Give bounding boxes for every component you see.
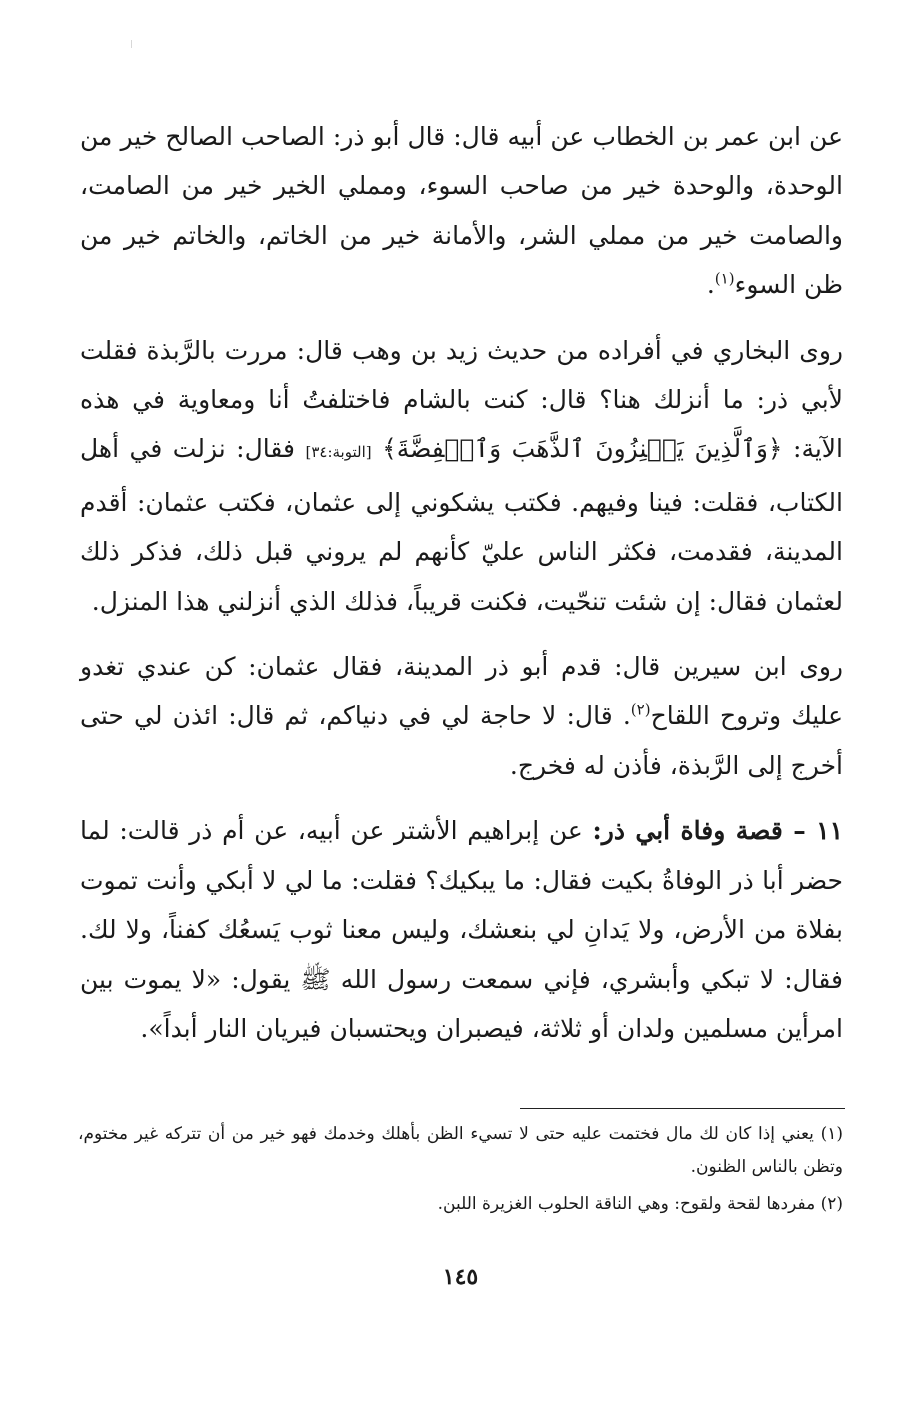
footnote-ref-2[interactable]: (٢) <box>630 701 651 720</box>
footnote-2-text: مفردها لقحة ولقوح: وهي الناقة الحلوب الغزيرة اللبن. <box>437 1194 816 1214</box>
paragraph-3-tail: . قال: لا حاجة لي في دنياكم، ثم قال: ائذن لي حتى أخرج إلى الرَّبذة، فأذن له فخرج. <box>80 701 843 780</box>
footnote-2-marker: (٢) <box>820 1194 843 1214</box>
footnote-separator <box>520 1108 845 1109</box>
footnote-1 <box>78 1118 843 1184</box>
paragraph-1-tail: . <box>706 270 715 300</box>
verse-reference: [التوبة:٣٤] <box>305 443 372 462</box>
paragraph-3 <box>80 642 843 790</box>
paragraph-1-text: عن ابن عمر بن الخطاب عن أبيه قال: قال أبو ذر: الصاحب الصالح خير من الوحدة، والوحدة خير من صاحب السوء، ومملي الخير خير من الصامت، والصامت خير من مملي الشر، والأمانة خير من الخاتم، والخاتم خير من ظن السوء <box>80 122 843 300</box>
main-text <box>80 112 843 1069</box>
paragraph-4-text: عن إبراهيم الأشتر عن أبيه، عن أم ذر قالت: لما حضر أبا ذر الوفاةُ بكيت فقال: ما يبكيك؟ فقلت: ما لي لا أبكي وأنت تموت بفلاة من الأرض، ولا يَدانِ لي بنعشك، وليس معنا ثوب يَسعُك كفناً، ولا لك. فقال: لا تبكي وأبشري، فإني سمعت رسول الله ﷺ يقول: «لا يموت بين امرأين مسلمين ولدان أو ثلاثة، فيصبران ويحتسبان فيريان النار أبداً». <box>80 816 843 1043</box>
paragraph-1 <box>80 112 843 310</box>
scan-mark <box>131 40 132 48</box>
page-number: ١٤٥ <box>442 1264 479 1290</box>
footnotes <box>78 1118 843 1225</box>
quran-verse: ﴿وَٱلَّذِينَ يَكۡنِزُونَ ٱلذَّهَبَ وَٱلۡفِضَّةَ﴾ <box>382 434 783 464</box>
paragraph-4 <box>80 806 843 1053</box>
paragraph-2 <box>80 326 843 626</box>
footnote-1-text: يعني إذا كان لك مال فختمت عليه حتى لا تسيء الظن بأهلك وخدمك فهو خير من أن تتركه غير مختوم، وتظن بالناس الظنون. <box>78 1124 843 1177</box>
footnote-1-marker: (١) <box>820 1124 844 1144</box>
paragraph-2-text-after-verse: فقال: نزلت في أهل الكتاب، فقلت: فينا وفيهم. فكتب يشكوني إلى عثمان، فكتب عثمان: أقدم المدينة، فقدمت، فكثر الناس عليّ كأنهم لم يروني قبل ذلك، فذكر ذلك لعثمان فقال: إن شئت تنحّيت، فكنت قريباً، فذلك الذي أنزلني هذا المنزل. <box>80 434 843 616</box>
footnote-ref-1[interactable]: (١) <box>714 269 735 288</box>
paragraph-2-text-before-verse: روى البخاري في أفراده من حديث زيد بن وهب قال: مررت بالرَّبذة فقلت لأبي ذر: ما أنزلك هنا؟ قال: كنت بالشام فاختلفتُ أنا ومعاوية في هذه الآية: <box>80 335 844 464</box>
section-heading: ١١ – قصة وفاة أبي ذر: <box>592 816 843 846</box>
footnote-2 <box>78 1188 843 1221</box>
paragraph-3-text: روى ابن سيرين قال: قدم أبو ذر المدينة، فقال عثمان: كن عندي تغدو عليك وتروح اللقاح <box>80 652 844 731</box>
